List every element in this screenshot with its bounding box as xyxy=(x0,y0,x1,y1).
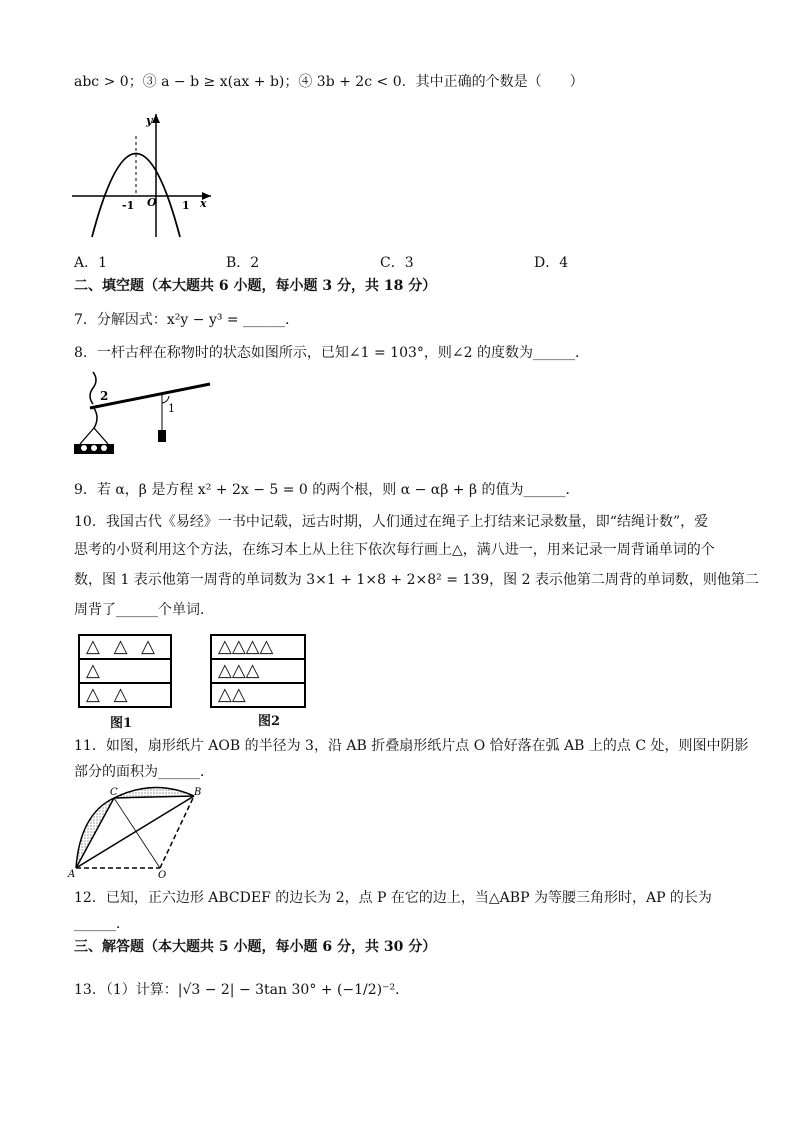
question-9: 9．若 α，β 是方程 x² + 2x − 5 = 0 的两个根，则 α − αβ + β 的值为______． xyxy=(74,482,580,498)
point-b-label: B xyxy=(194,787,202,798)
parabola-graph xyxy=(68,110,218,238)
figure-1-row: △ xyxy=(80,660,170,684)
figure-2-row: △△△ xyxy=(212,660,304,684)
choice-c[interactable]: C．3 xyxy=(380,255,414,271)
y-axis-label: y xyxy=(146,114,153,127)
angle-1-label: 1 xyxy=(168,402,175,415)
question-10-line-3: 数，图 1 表示他第一周背的单词数为 3×1 + 1×8 + 2×8² = 139，图 2 表示他第二周背的单词数，则他第二 xyxy=(74,572,759,588)
question-10-line-1: 10．我国古代《易经》一书中记载，远古时期，人们通过在绳子上打结来记录数量，即“结绳计数”，爱 xyxy=(74,514,709,530)
tick-neg-one: -1 xyxy=(122,199,135,212)
point-o-label: O xyxy=(158,870,167,878)
choice-b[interactable]: B．2 xyxy=(226,255,260,271)
figure-2-caption: 图2 xyxy=(258,714,281,729)
question-6-conditions: abc > 0；③ a − b ≥ x(ax + b)；④ 3b + 2c < 0．其中正确的个数是（ ） xyxy=(74,74,584,90)
steelyard-figure xyxy=(64,368,214,462)
question-8: 8．一杆古秤在称物时的状态如图所示，已知∠1 = 103°，则∠2 的度数为______． xyxy=(74,345,589,361)
question-7: 7．分解因式：x²y − y³ = ______． xyxy=(74,312,300,328)
point-c-label: C xyxy=(110,787,118,798)
question-13: 13．（1）计算：|√3 − 2| − 3tan 30° + (−1/2)⁻²． xyxy=(74,982,410,998)
figure-1-caption: 图1 xyxy=(110,716,133,731)
choice-d[interactable]: D．4 xyxy=(534,255,569,271)
choice-a[interactable]: A．1 xyxy=(74,255,108,271)
sector-figure xyxy=(66,786,206,878)
figure-2-row: △△△△ xyxy=(212,636,304,660)
figure-2-table xyxy=(210,634,306,708)
x-axis-label: x xyxy=(200,197,207,210)
question-12-line-1: 12．已知，正六边形 ABCDEF 的边长为 2，点 P 在它的边上，当△ABP 为等腰三角形时，AP 的长为 xyxy=(74,890,712,906)
section-3-heading: 三、解答题（本大题共 5 小题，每小题 6 分，共 30 分） xyxy=(74,939,437,955)
question-10-line-4: 周背了______个单词． xyxy=(74,602,214,618)
tick-one: 1 xyxy=(182,199,190,212)
figure-1-row: △ △ △ xyxy=(80,636,170,660)
question-12-line-2: ______． xyxy=(74,916,130,932)
figure-2-row: △△ xyxy=(218,684,246,705)
question-11-line-2: 部分的面积为______． xyxy=(74,764,214,780)
figure-1-row: △ △ xyxy=(86,684,132,705)
origin-label: O xyxy=(147,196,157,209)
point-a-label: A xyxy=(68,869,76,878)
angle-2-label: 2 xyxy=(100,389,109,403)
question-10-line-2: 思考的小贤利用这个方法，在练习本上从上往下依次每行画上△，满八进一，用来记录一周背诵单词的个 xyxy=(74,542,715,558)
figure-1-table xyxy=(78,634,172,708)
section-2-heading: 二、填空题（本大题共 6 小题，每小题 3 分，共 18 分） xyxy=(74,278,437,294)
question-11-line-1: 11．如图，扇形纸片 AOB 的半径为 3，沿 AB 折叠扇形纸片点 O 恰好落在弧 AB 上的点 C 处，则图中阴影 xyxy=(74,738,749,754)
